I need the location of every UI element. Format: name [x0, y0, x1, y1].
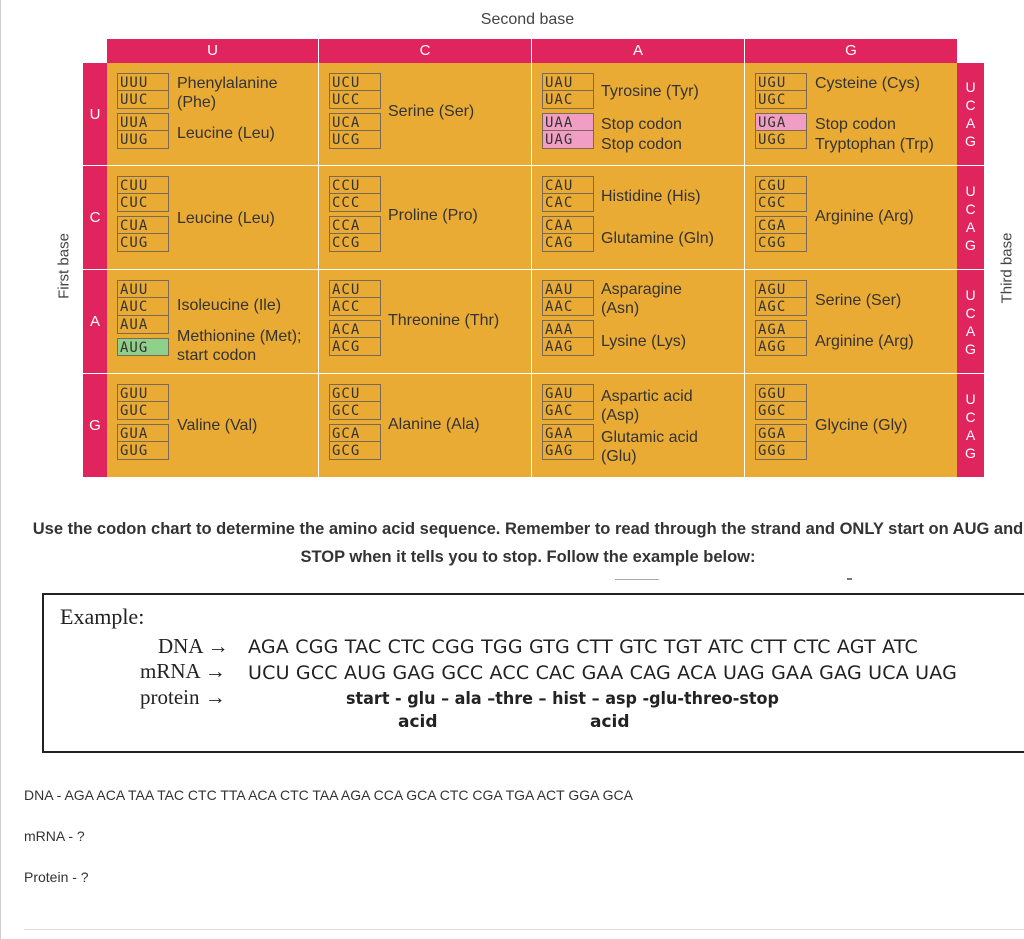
example-dna-label: DNA →	[158, 634, 229, 658]
codon: CAA	[542, 216, 594, 234]
codon: CGU	[755, 176, 807, 194]
codon-group	[117, 176, 169, 252]
second-base-label: Second base	[480, 11, 575, 28]
amino-acid-label: Methionine (Met); start codon	[177, 328, 302, 364]
codon: CGA	[755, 216, 807, 234]
codon: GGG	[755, 442, 807, 460]
amino-acid-label: Proline (Pro)	[388, 207, 478, 224]
third-base-letter: A	[965, 426, 976, 443]
amino-acid-label: Stop codon	[815, 116, 896, 133]
example-title: Example:	[60, 604, 145, 629]
codon: CCG	[329, 234, 381, 252]
row-header-a: A	[83, 270, 107, 374]
amino-acid-label: Cysteine (Cys)	[815, 75, 920, 92]
codon-cell-uu	[107, 63, 319, 166]
codon: GAG	[542, 442, 594, 460]
codon: GCG	[329, 442, 381, 460]
codon: ACU	[329, 280, 381, 298]
third-base-column	[957, 374, 984, 477]
codon-cell-gu	[107, 374, 319, 477]
codon-group	[542, 280, 594, 356]
codon-cell-cg	[745, 166, 957, 270]
row-header-g: G	[83, 374, 107, 477]
codon: GUA	[117, 424, 169, 442]
amino-acid-label: Glutamine (Gln)	[601, 230, 714, 247]
column-header-a: A	[532, 39, 745, 63]
codon-group	[542, 73, 594, 149]
codon: CAU	[542, 176, 594, 194]
amino-acid-label: Valine (Val)	[177, 417, 258, 434]
codon: UCC	[329, 91, 381, 109]
codon: UUA	[117, 113, 169, 131]
codon: AAA	[542, 320, 594, 338]
codon: GAC	[542, 402, 594, 420]
codon-group	[329, 280, 381, 356]
amino-acid-label: Glutamic acid (Glu)	[601, 429, 698, 465]
third-base-letter: C	[965, 97, 976, 113]
codon: CUC	[117, 194, 169, 212]
column-header-u: U	[107, 39, 319, 63]
amino-acid-label: Arginine (Arg)	[815, 208, 914, 225]
codon: AGG	[755, 338, 807, 356]
codon: AUU	[117, 280, 169, 298]
codon: GAA	[542, 424, 594, 442]
codon: AUC	[117, 298, 169, 316]
codon: CCC	[329, 194, 381, 212]
codon: GGC	[755, 402, 807, 420]
codon-group	[117, 280, 169, 356]
third-base-letter: A	[965, 322, 976, 339]
third-base-letter: C	[965, 408, 976, 425]
codon: UAC	[542, 91, 594, 109]
third-base-letter: U	[965, 79, 976, 95]
amino-acid-label: Asparagine (Asn)	[601, 281, 682, 317]
codon: UGG	[755, 131, 807, 149]
example-protein-sequence: start - glu – ala –thre – hist – asp -glu-threo-stop	[346, 689, 779, 709]
codon: ACA	[329, 320, 381, 338]
codon: CCA	[329, 216, 381, 234]
codon: AGA	[755, 320, 807, 338]
codon-cell-ac	[319, 270, 532, 374]
first-base-label: First base	[55, 233, 73, 299]
example-protein-label: protein →	[140, 685, 226, 709]
codon: AGC	[755, 298, 807, 316]
codon: AGU	[755, 280, 807, 298]
example-mrna-label: mRNA →	[140, 659, 226, 683]
codon: AAU	[542, 280, 594, 298]
codon-group	[542, 176, 594, 252]
third-base-letter: U	[965, 390, 976, 407]
amino-acid-label: Lysine (Lys)	[601, 333, 687, 350]
codon: AAC	[542, 298, 594, 316]
third-base-letter: G	[965, 444, 976, 461]
codon: UUU	[117, 73, 169, 91]
codon-cell-au	[107, 270, 319, 374]
amino-acid-label: Phenylalanine (Phe)	[177, 75, 278, 111]
codon-cell-ga	[532, 374, 745, 477]
column-header-c: C	[319, 39, 532, 63]
codon: UGC	[755, 91, 807, 109]
third-base-letter: C	[965, 200, 976, 217]
question-protein: Protein - ?	[24, 869, 89, 885]
start-codon-highlight: AUG	[117, 338, 169, 356]
third-base-letter: G	[965, 236, 976, 253]
divider	[847, 578, 852, 580]
third-base-letter: A	[965, 115, 976, 131]
codon: UCU	[329, 73, 381, 91]
example-acid-note: acid	[398, 712, 438, 732]
codon: UUC	[117, 91, 169, 109]
codon-cell-ag	[745, 270, 957, 374]
third-base-letter: U	[965, 286, 976, 303]
codon: GCA	[329, 424, 381, 442]
codon: CAG	[542, 234, 594, 252]
example-mrna-sequence: UCU GCC AUG GAG GCC ACC CAC GAA CAG ACA UAG GAA GAG UCA UAG	[248, 662, 958, 684]
stop-codon-highlight: UGA	[755, 113, 807, 131]
codon: CUU	[117, 176, 169, 194]
codon: GCC	[329, 402, 381, 420]
codon: GUC	[117, 402, 169, 420]
codon-group	[117, 384, 169, 460]
codon: GAU	[542, 384, 594, 402]
codon: CCU	[329, 176, 381, 194]
column-header-g: G	[745, 39, 957, 63]
third-base-letter: U	[965, 182, 976, 199]
codon-group	[117, 73, 169, 149]
amino-acid-label: Leucine (Leu)	[177, 210, 275, 227]
third-base-column	[957, 270, 984, 374]
codon-cell-ua	[532, 63, 745, 166]
third-base-label: Third base	[998, 232, 1016, 304]
third-base-column	[957, 63, 984, 166]
stop-codon-highlight: UAA	[542, 113, 594, 131]
codon: GGU	[755, 384, 807, 402]
codon: GUU	[117, 384, 169, 402]
codon: CUA	[117, 216, 169, 234]
codon-cell-ug	[745, 63, 957, 166]
divider	[24, 929, 1024, 930]
divider	[615, 579, 659, 580]
amino-acid-label: Glycine (Gly)	[815, 417, 908, 434]
question-dna: DNA - AGA ACA TAA TAC CTC TTA ACA CTC TAA AGA CCA GCA CTC CGA TGA ACT GGA GCA	[24, 787, 633, 803]
codon-group	[329, 384, 381, 460]
codon-cell-ca	[532, 166, 745, 270]
amino-acid-label: Threonine (Thr)	[388, 312, 500, 329]
codon: UAU	[542, 73, 594, 91]
codon: GCU	[329, 384, 381, 402]
codon-group	[542, 384, 594, 460]
third-base-column	[957, 166, 984, 270]
example-box	[42, 593, 1024, 753]
codon-cell-cu	[107, 166, 319, 270]
codon: UGU	[755, 73, 807, 91]
codon: ACG	[329, 338, 381, 356]
amino-acid-label: Serine (Ser)	[815, 292, 902, 309]
row-header-c: C	[83, 166, 107, 270]
codon-cell-gg	[745, 374, 957, 477]
stop-codon-highlight: UAG	[542, 131, 594, 149]
codon-group	[329, 176, 381, 252]
codon: CGC	[755, 194, 807, 212]
question-mrna: mRNA - ?	[24, 828, 85, 844]
amino-acid-label: Isoleucine (Ile)	[177, 297, 282, 314]
codon: AUA	[117, 316, 169, 334]
codon-group	[755, 384, 807, 460]
codon-cell-cc	[319, 166, 532, 270]
codon: GUG	[117, 442, 169, 460]
codon-group	[755, 73, 807, 149]
third-base-letter: C	[965, 304, 976, 321]
amino-acid-label: Leucine (Leu)	[177, 125, 275, 142]
amino-acid-label: Aspartic acid (Asp)	[601, 388, 693, 424]
instructions-text: Use the codon chart to determine the amino acid sequence. Remember to read through the strand and ONLY start on AUG and STOP when it tells you to stop. Follow the example below:	[32, 520, 1024, 566]
codon: CUG	[117, 234, 169, 252]
amino-acid-label: Tyrosine (Tyr)	[601, 83, 699, 100]
codon-group	[329, 73, 381, 149]
third-base-letter: A	[965, 218, 976, 235]
codon: CGG	[755, 234, 807, 252]
codon: ACC	[329, 298, 381, 316]
codon: AAG	[542, 338, 594, 356]
third-base-letter: G	[965, 133, 976, 149]
amino-acid-label: Alanine (Ala)	[388, 416, 480, 433]
codon: CAC	[542, 194, 594, 212]
third-base-letter: G	[965, 340, 976, 357]
codon: UUG	[117, 131, 169, 149]
codon-group	[755, 280, 807, 356]
row-header-u: U	[83, 63, 107, 166]
amino-acid-label: Arginine (Arg)	[815, 333, 914, 350]
codon-cell-aa	[532, 270, 745, 374]
codon-group	[755, 176, 807, 252]
codon: UCG	[329, 131, 381, 149]
amino-acid-label: Stop codon	[601, 136, 682, 153]
codon-cell-gc	[319, 374, 532, 477]
amino-acid-label: Stop codon	[601, 116, 682, 133]
amino-acid-label: Tryptophan (Trp)	[815, 136, 934, 153]
codon: GGA	[755, 424, 807, 442]
codon-cell-uc	[319, 63, 532, 166]
amino-acid-label: Histidine (His)	[601, 188, 701, 205]
codon: UCA	[329, 113, 381, 131]
example-acid-note: acid	[590, 712, 630, 732]
example-dna-sequence: AGA CGG TAC CTC CGG TGG GTG CTT GTC TGT ATC CTT CTC AGT ATC	[248, 636, 918, 658]
amino-acid-label: Serine (Ser)	[388, 103, 475, 120]
